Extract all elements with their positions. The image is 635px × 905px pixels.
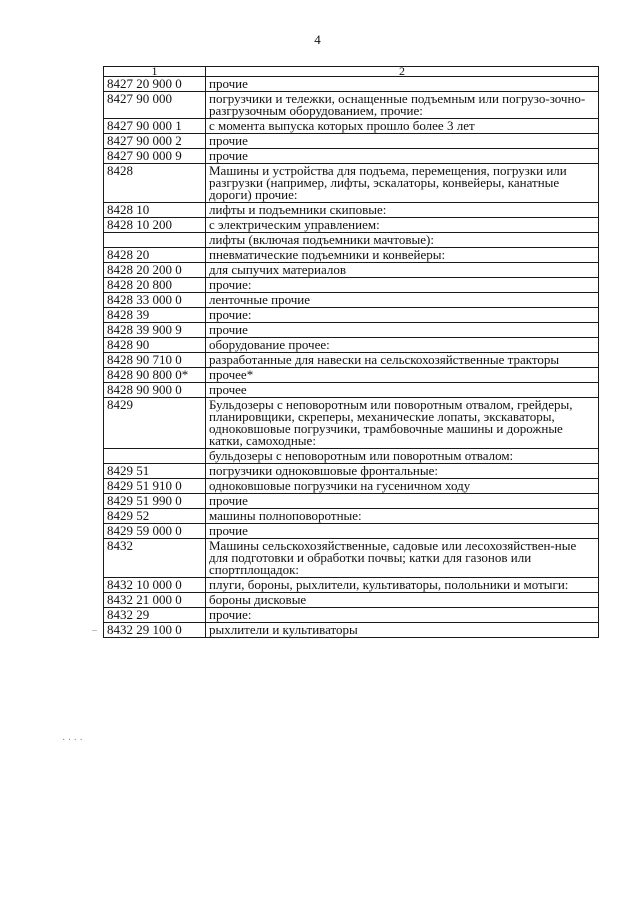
description-cell: Бульдозеры с неповоротным или поворотным отвалом, грейдеры, планировщики, скреперы, механические лопаты, экскаваторы, одноковшовые погрузчики, трамбовочные машины и дорожные катки, самоходные: xyxy=(206,398,599,449)
description-cell: плуги, бороны, рыхлители, культиваторы, полольники и мотыги: xyxy=(206,578,599,593)
hs-code-cell: 8428 90 800 0* xyxy=(104,368,206,383)
table-row xyxy=(104,479,599,494)
table-row xyxy=(104,464,599,479)
description-cell: прочие xyxy=(206,494,599,509)
hs-code-cell: 8427 90 000 1 xyxy=(104,119,206,134)
description-cell: оборудование прочее: xyxy=(206,338,599,353)
column-header-2: 2 xyxy=(206,67,599,77)
table-row xyxy=(104,449,599,464)
table-row xyxy=(104,593,599,608)
hs-code-cell: 8432 xyxy=(104,539,206,578)
table-row xyxy=(104,338,599,353)
hs-code-cell: 8428 39 900 9 xyxy=(104,323,206,338)
hs-code-cell: 8428 90 900 0 xyxy=(104,383,206,398)
table-row xyxy=(104,77,599,92)
description-cell: погрузчики одноковшовые фронтальные: xyxy=(206,464,599,479)
hs-code-cell: 8427 20 900 0 xyxy=(104,77,206,92)
description-cell: прочее* xyxy=(206,368,599,383)
description-cell: прочие: xyxy=(206,608,599,623)
column-header-1: 1 xyxy=(104,67,206,77)
margin-dots-mark: · · · · xyxy=(62,735,83,746)
table-header-row xyxy=(104,67,599,77)
table-row xyxy=(104,524,599,539)
table-row xyxy=(104,353,599,368)
table-row xyxy=(104,119,599,134)
hs-code-cell: 8427 90 000 2 xyxy=(104,134,206,149)
table-row xyxy=(104,218,599,233)
description-cell: прочие: xyxy=(206,278,599,293)
hs-code-cell: 8428 20 200 0 xyxy=(104,263,206,278)
table-body xyxy=(104,77,599,638)
description-cell: прочие: xyxy=(206,308,599,323)
hs-code-cell: 8432 21 000 0 xyxy=(104,593,206,608)
table-row xyxy=(104,578,599,593)
table-row xyxy=(104,383,599,398)
tariff-code-table xyxy=(103,66,599,638)
hs-code-cell: 8428 33 000 0 xyxy=(104,293,206,308)
hs-code-cell: 8432 10 000 0 xyxy=(104,578,206,593)
hs-code-cell: 8429 51 910 0 xyxy=(104,479,206,494)
table-row xyxy=(104,323,599,338)
hs-code-cell: 8427 90 000 xyxy=(104,92,206,119)
description-cell: лифты и подъемники скиповые: xyxy=(206,203,599,218)
description-cell: прочие xyxy=(206,77,599,92)
description-cell: лифты (включая подъемники мачтовые): xyxy=(206,233,599,248)
description-cell: прочее xyxy=(206,383,599,398)
description-cell: погрузчики и тележки, оснащенные подъемным или погрузо-зочно-разгрузочным оборудованием, прочие: xyxy=(206,92,599,119)
description-cell: для сыпучих материалов xyxy=(206,263,599,278)
table-row xyxy=(104,509,599,524)
description-cell: машины полноповоротные: xyxy=(206,509,599,524)
hs-code-cell: 8428 10 200 xyxy=(104,218,206,233)
description-cell: прочие xyxy=(206,149,599,164)
description-cell: прочие xyxy=(206,524,599,539)
hs-code-cell: 8432 29 xyxy=(104,608,206,623)
margin-dash-mark: – xyxy=(92,625,97,636)
description-cell: ленточные прочие xyxy=(206,293,599,308)
table-row xyxy=(104,623,599,638)
table-row xyxy=(104,308,599,323)
description-cell: рыхлители и культиваторы xyxy=(206,623,599,638)
hs-code-cell: 8428 20 xyxy=(104,248,206,263)
description-cell: Машины и устройства для подъема, перемещения, погрузки или разгрузки (например, лифты, эскалаторы, конвейеры, канатные дороги) прочие: xyxy=(206,164,599,203)
hs-code-cell: 8428 90 xyxy=(104,338,206,353)
hs-code-cell xyxy=(104,449,206,464)
hs-code-cell: 8429 xyxy=(104,398,206,449)
description-cell: пневматические подъемники и конвейеры: xyxy=(206,248,599,263)
hs-code-cell: 8432 29 100 0 xyxy=(104,623,206,638)
table-row xyxy=(104,92,599,119)
hs-code-cell: 8428 20 800 xyxy=(104,278,206,293)
description-cell: бульдозеры с неповоротным или поворотным отвалом: xyxy=(206,449,599,464)
table-row xyxy=(104,263,599,278)
table-row xyxy=(104,539,599,578)
table-row xyxy=(104,248,599,263)
table-row xyxy=(104,233,599,248)
table-row xyxy=(104,164,599,203)
hs-code-cell: 8428 xyxy=(104,164,206,203)
hs-code-cell: 8428 90 710 0 xyxy=(104,353,206,368)
table-row xyxy=(104,149,599,164)
hs-code-cell: 8427 90 000 9 xyxy=(104,149,206,164)
description-cell: разработанные для навески на сельскохозяйственные тракторы xyxy=(206,353,599,368)
hs-code-cell: 8429 51 xyxy=(104,464,206,479)
hs-code-cell: 8429 51 990 0 xyxy=(104,494,206,509)
hs-code-cell xyxy=(104,233,206,248)
table-row xyxy=(104,278,599,293)
description-cell: с момента выпуска которых прошло более 3 лет xyxy=(206,119,599,134)
hs-code-cell: 8428 39 xyxy=(104,308,206,323)
table-row xyxy=(104,368,599,383)
table-row xyxy=(104,293,599,308)
description-cell: Машины сельскохозяйственные, садовые или лесохозяйствен-ные для подготовки и обработки почвы; катки для газонов или спортплощадок: xyxy=(206,539,599,578)
hs-code-cell: 8429 52 xyxy=(104,509,206,524)
hs-code-cell: 8429 59 000 0 xyxy=(104,524,206,539)
description-cell: бороны дисковые xyxy=(206,593,599,608)
description-cell: одноковшовые погрузчики на гусеничном ходу xyxy=(206,479,599,494)
table-row xyxy=(104,134,599,149)
hs-code-cell: 8428 10 xyxy=(104,203,206,218)
table-row xyxy=(104,608,599,623)
table-row xyxy=(104,203,599,218)
description-cell: прочие xyxy=(206,323,599,338)
table-row xyxy=(104,398,599,449)
page-number: 4 xyxy=(314,32,321,47)
description-cell: с электрическим управлением: xyxy=(206,218,599,233)
description-cell: прочие xyxy=(206,134,599,149)
table-row xyxy=(104,494,599,509)
